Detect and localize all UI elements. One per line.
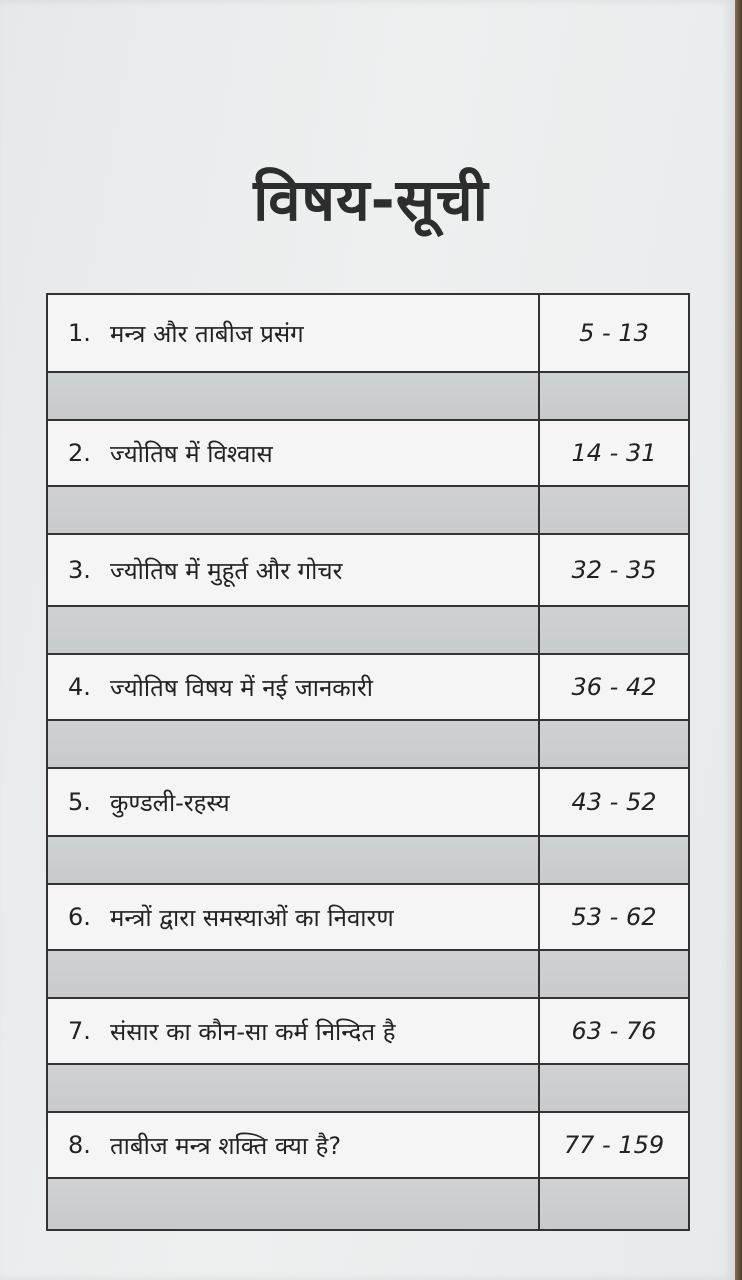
chapter-title: ज्योतिष में मुहूर्त और गोचर bbox=[110, 556, 343, 585]
toc-spacer-row bbox=[48, 1065, 688, 1113]
toc-row bbox=[48, 655, 688, 721]
book-edge bbox=[735, 0, 742, 1280]
chapter-title: ज्योतिष में विश्वास bbox=[110, 439, 273, 468]
page-title: विषय-सूची bbox=[253, 166, 489, 234]
toc-spacer-row bbox=[48, 837, 688, 885]
toc-spacer-row bbox=[48, 721, 688, 769]
chapter-title: कुण्डली-रहस्य bbox=[110, 788, 230, 817]
chapter-number: 6. bbox=[68, 903, 91, 931]
toc-spacer-row bbox=[48, 607, 688, 655]
chapter-title: ताबीज मन्त्र शक्ति क्या है? bbox=[110, 1131, 342, 1160]
toc-row bbox=[48, 885, 688, 951]
chapter-title: संसार का कौन-सा कर्म निन्दित है bbox=[110, 1017, 396, 1046]
toc-row bbox=[48, 999, 688, 1065]
chapter-pages: 32 - 35 bbox=[571, 556, 657, 584]
chapter-pages: 53 - 62 bbox=[571, 903, 657, 931]
toc-spacer-row bbox=[48, 487, 688, 535]
toc-spacer-row bbox=[48, 951, 688, 999]
chapter-pages: 36 - 42 bbox=[571, 673, 657, 701]
chapter-pages: 14 - 31 bbox=[571, 439, 657, 467]
toc-row bbox=[48, 1113, 688, 1179]
chapter-pages: 63 - 76 bbox=[571, 1017, 657, 1045]
chapter-number: 7. bbox=[68, 1017, 91, 1045]
chapter-number: 4. bbox=[68, 673, 91, 701]
chapter-title: मन्त्र और ताबीज प्रसंग bbox=[110, 319, 304, 348]
toc-row bbox=[48, 535, 688, 607]
toc-spacer-row bbox=[48, 1179, 688, 1229]
chapter-pages: 43 - 52 bbox=[571, 788, 657, 816]
toc-row bbox=[48, 295, 688, 373]
toc-row bbox=[48, 769, 688, 837]
chapter-pages: 5 - 13 bbox=[579, 319, 649, 347]
chapter-number: 5. bbox=[68, 788, 91, 816]
chapter-number: 2. bbox=[68, 439, 91, 467]
chapter-title: ज्योतिष विषय में नई जानकारी bbox=[110, 673, 373, 702]
chapter-number: 1. bbox=[68, 319, 91, 347]
chapter-number: 3. bbox=[68, 556, 91, 584]
chapter-title: मन्त्रों द्वारा समस्याओं का निवारण bbox=[110, 903, 394, 932]
toc-row bbox=[48, 421, 688, 487]
chapter-number: 8. bbox=[68, 1131, 91, 1159]
chapter-pages: 77 - 159 bbox=[563, 1131, 665, 1159]
toc-spacer-row bbox=[48, 373, 688, 421]
table-of-contents bbox=[46, 293, 690, 1231]
